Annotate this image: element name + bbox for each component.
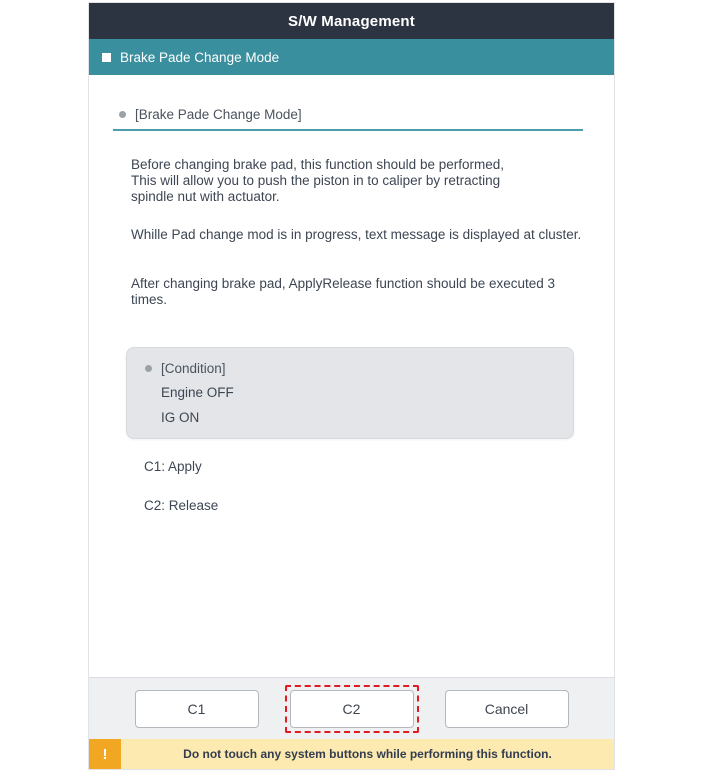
footer-button-bar xyxy=(89,677,614,739)
warning-message: Do not touch any system buttons while performing this function. xyxy=(121,739,614,769)
description-line: This will allow you to push the piston in to caliper by retracting xyxy=(131,173,501,188)
window-title-bar xyxy=(89,3,614,39)
c2-button[interactable]: C2 xyxy=(290,690,414,728)
window-title: S/W Management xyxy=(288,12,415,30)
description-line: spindle nut with actuator. xyxy=(131,189,280,204)
condition-box xyxy=(126,347,574,439)
note-c2-release: C2: Release xyxy=(144,498,219,513)
description-paragraph-2: Whille Pad change mod is in progress, text message is displayed at cluster. xyxy=(131,227,582,242)
section-header-label: Brake Pade Change Mode xyxy=(120,49,280,65)
sw-management-window xyxy=(88,2,615,770)
warning-bar xyxy=(89,739,614,769)
section-header xyxy=(89,39,614,75)
content-section-title xyxy=(113,107,583,131)
content-section-title-label: [Brake Pade Change Mode] xyxy=(135,107,302,122)
dot-bullet-icon xyxy=(119,111,126,118)
c1-button[interactable]: C1 xyxy=(135,690,259,728)
description-line: Before changing brake pad, this function should be performed, xyxy=(131,157,504,172)
content-area xyxy=(89,75,614,677)
note-c1-apply: C1: Apply xyxy=(144,459,202,474)
c2-button-highlight xyxy=(285,685,419,733)
condition-item: IG ON xyxy=(161,410,200,425)
description-paragraph-1 xyxy=(131,157,584,205)
condition-item: Engine OFF xyxy=(161,385,234,400)
dot-bullet-icon xyxy=(145,365,152,372)
cancel-button[interactable]: Cancel xyxy=(445,690,569,728)
description-paragraph-3: After changing brake pad, ApplyRelease function should be executed 3 times. xyxy=(131,276,556,307)
condition-box-title: [Condition] xyxy=(161,361,226,376)
condition-box-title-row xyxy=(145,361,553,376)
exclamation-icon: ! xyxy=(89,739,121,769)
square-bullet-icon xyxy=(102,53,111,62)
